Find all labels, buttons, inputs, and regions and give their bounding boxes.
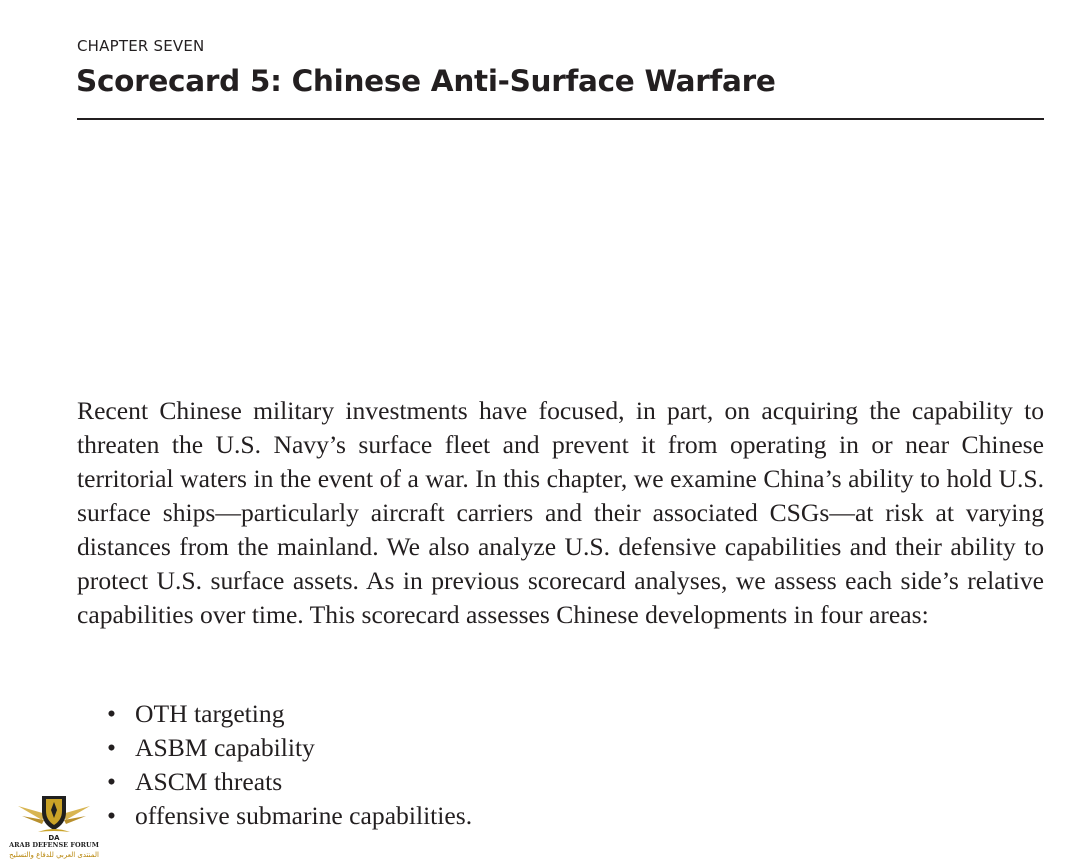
chapter-label: CHAPTER SEVEN: [77, 37, 205, 55]
bullet-marker: •: [107, 699, 116, 728]
eagle-emblem-icon: [16, 790, 92, 842]
intro-paragraph: Recent Chinese military investments have focused, in part, on acquiring the capability to threaten the U.S. Navy’s surface fleet and prevent it from operating in or near Chinese territorial waters in the event of a war. In this chapter, we examine China’s ability to hold U.S. surface ships—particularly aircraft carriers and their associated CSGs—at risk at varying distances from the mainland. We also analyze U.S. defensive capabilities and their ability to protect U.S. surface assets. As in previous scorecard analyses, we assess each side’s relative capabilities over time. This scorecard assesses Chinese developments in four areas:: [77, 396, 1044, 629]
svg-text:DA: DA: [48, 834, 60, 842]
watermark-text: ARAB DEFENSE FORUM: [9, 841, 99, 849]
watermark-text-arabic: المنتدى العربي للدفاع والتسليح: [9, 851, 99, 859]
chapter-title: Scorecard 5: Chinese Anti-Surface Warfare: [76, 64, 776, 98]
list-item-text: OTH targeting: [135, 699, 285, 728]
list-item: [77, 731, 472, 765]
watermark-logo: [4, 790, 104, 864]
list-item: [77, 765, 472, 799]
title-divider: [77, 118, 1044, 120]
bullet-marker: •: [107, 767, 116, 796]
bullet-marker: •: [107, 801, 116, 830]
bullet-marker: •: [107, 733, 116, 762]
focus-areas-list: [77, 697, 472, 833]
list-item: [77, 799, 472, 833]
list-item: [77, 697, 472, 731]
list-item-text: ASCM threats: [135, 767, 283, 796]
list-item-text: ASBM capability: [135, 733, 315, 762]
list-item-text: offensive submarine capabilities.: [135, 801, 473, 830]
